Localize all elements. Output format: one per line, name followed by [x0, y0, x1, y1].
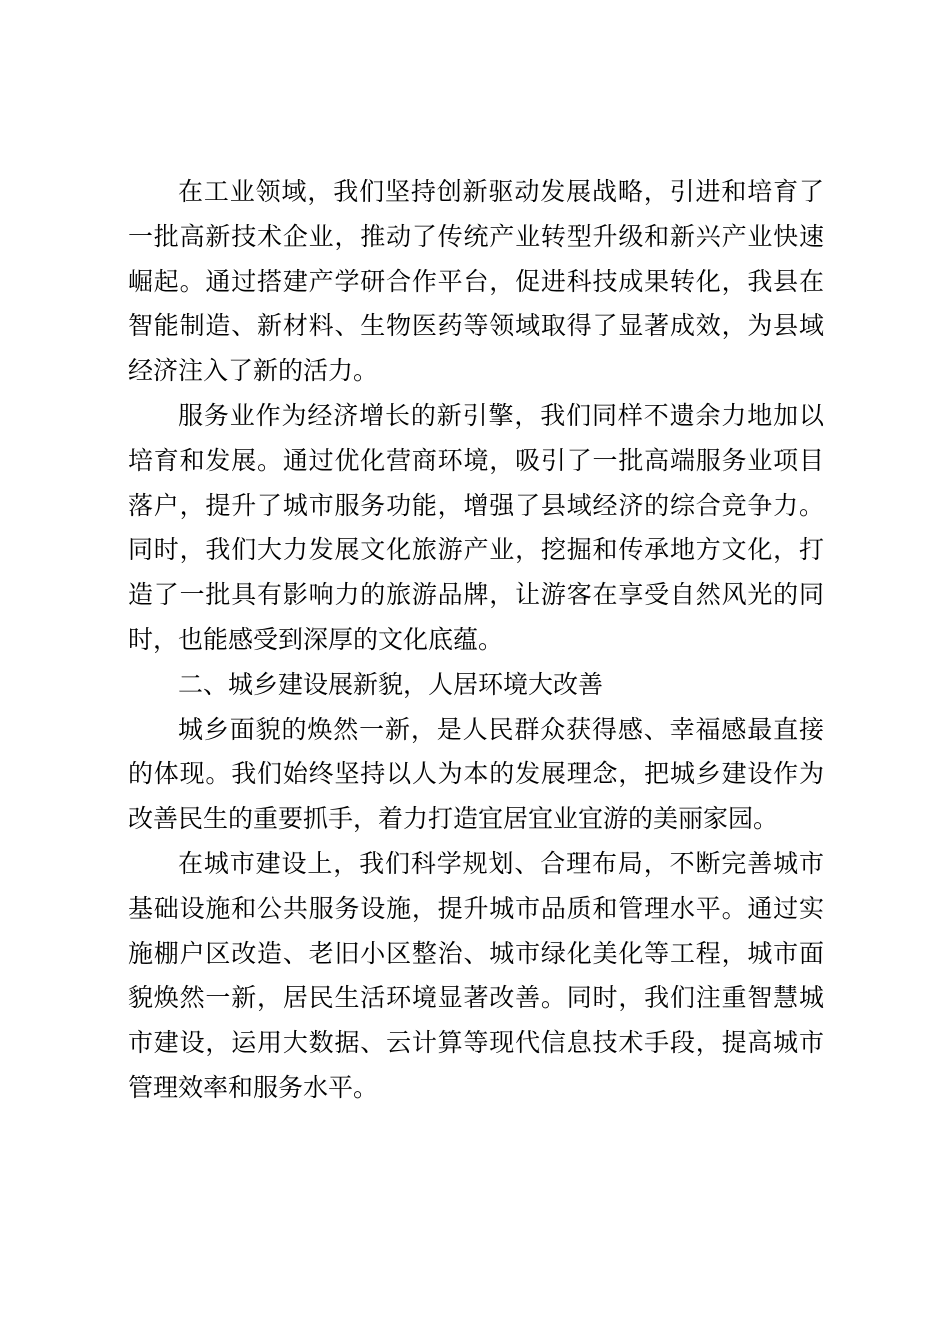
- paragraph-urban-rural: 城乡面貌的焕然一新，是人民群众获得感、幸福感最直接的体现。我们始终坚持以人为本的发展理念，把城乡建设作为改善民生的重要抓手，着力打造宜居宜业宜游的美丽家园。: [128, 714, 824, 834]
- paragraph-services: 服务业作为经济增长的新引擎，我们同样不遗余力地加以培育和发展。通过优化营商环境，吸引了一批高端服务业项目落户，提升了城市服务功能，增强了县域经济的综合竞争力。同时，我们大力发展文化旅游产业，挖掘和传承地方文化，打造了一批具有影响力的旅游品牌，让游客在享受自然风光的同时，也能感受到深厚的文化底蕴。: [128, 400, 824, 654]
- paragraph-industry: 在工业领域，我们坚持创新驱动发展战略，引进和培育了一批高新技术企业，推动了传统产业转型升级和新兴产业快速崛起。通过搭建产学研合作平台，促进科技成果转化，我县在智能制造、新材料、生物医药等领域取得了显著成效，为县域经济注入了新的活力。: [128, 177, 824, 386]
- paragraph-city-construction: 在城市建设上，我们科学规划、合理布局，不断完善城市基础设施和公共服务设施，提升城市品质和管理水平。通过实施棚户区改造、老旧小区整治、城市绿化美化等工程，城市面貌焕然一新，居民生活环境显著改善。同时，我们注重智慧城市建设，运用大数据、云计算等现代信息技术手段，提高城市管理效率和服务水平。: [128, 848, 824, 1102]
- document-body: [128, 170, 824, 1111]
- section-heading: 二、城乡建设展新貌，人居环境大改善: [178, 669, 604, 699]
